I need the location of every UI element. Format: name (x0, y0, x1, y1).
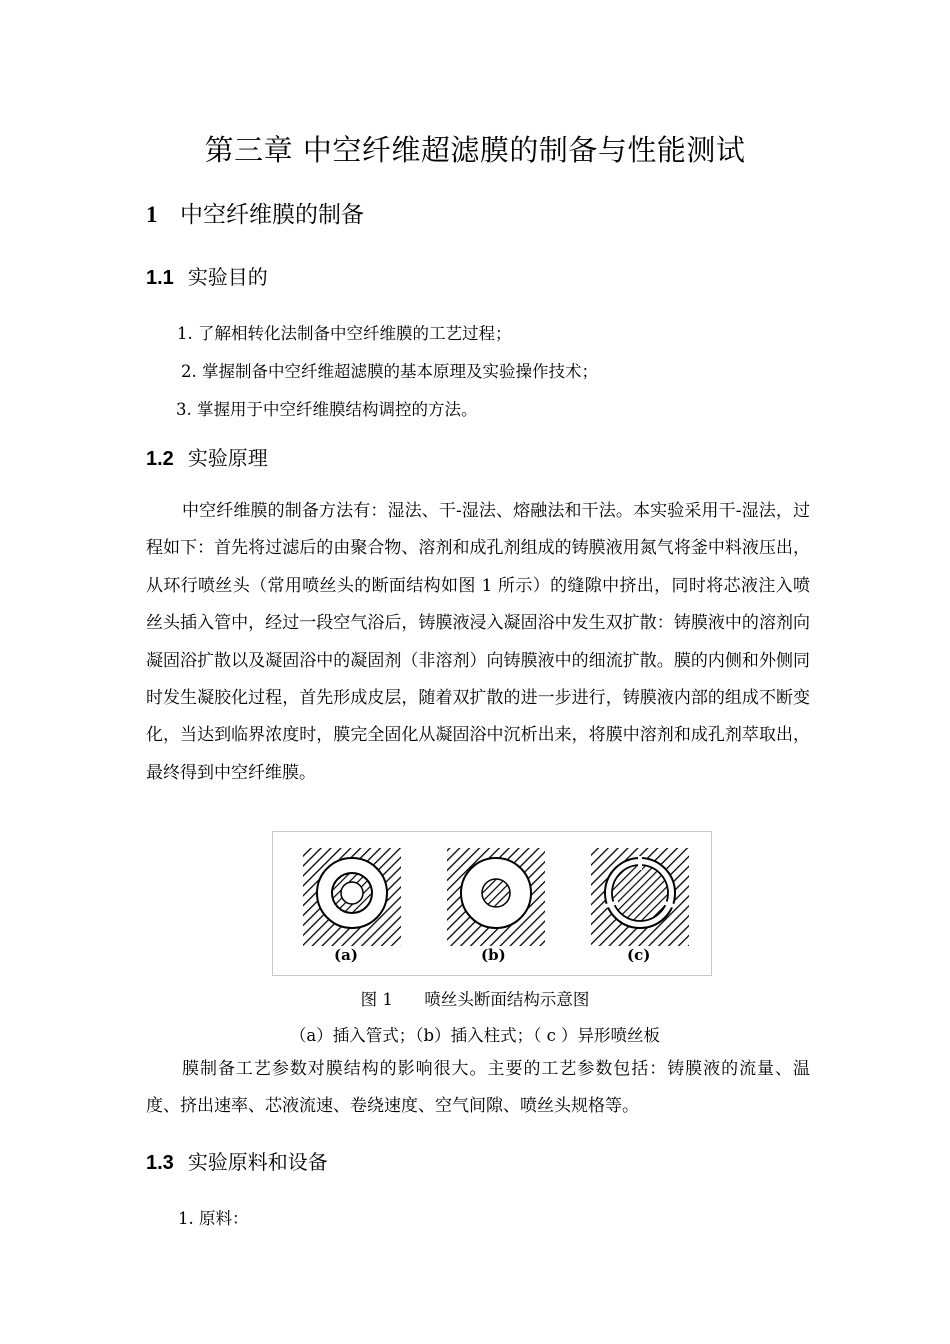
objective-item: 1. 了解相转化法制备中空纤维膜的工艺过程； (177, 324, 512, 343)
subsection-heading-1-3 (146, 1146, 328, 1175)
subsection-number: 1.3 (146, 1152, 174, 1174)
figure-label-b: (b) (481, 946, 506, 964)
spinneret-c (591, 848, 689, 946)
subsection-title: 实验原料和设备 (187, 1150, 328, 1174)
spinneret-a (303, 848, 401, 946)
objective-item: 2. 掌握制备中空纤维超滤膜的基本原理及实验操作技术； (181, 362, 598, 381)
subsection-title: 实验目的 (187, 265, 268, 289)
process-parameters-paragraph: 膜制备工艺参数对膜结构的影响很大。主要的工艺参数包括：铸膜液的流量、温度、挤出速率、芯液流速、卷绕速度、空气间隙、喷丝头规格等。 (146, 1059, 810, 1117)
principle-paragraph: 中空纤维膜的制备方法有：湿法、干-湿法、熔融法和干法。本实验采用干-湿法，过程如下：首先将过滤后的由聚合物、溶剂和成孔剂组成的铸膜液用氮气将釜中料液压出，从环行喷丝头（常用喷丝头的断面结构如图 1 所示）的缝隙中挤出，同时将芯液注入喷丝头插入管中，经过一段空气浴后，铸膜液浸入凝固浴中发生双扩散：铸膜液中的溶剂向凝固浴扩散以及凝固浴中的凝固剂（非溶剂）向铸膜液中的细流扩散。膜的内侧和外侧同时发生凝胶化过程，首先形成皮层，随着双扩散的进一步进行，铸膜液内部的组成不断变化，当达到临界浓度时，膜完全固化从凝固浴中沉析出来，将膜中溶剂和成孔剂萃取出，最终得到中空纤维膜。 (146, 501, 810, 783)
section-number: 1 (146, 202, 158, 227)
figure-subcaption: （a）插入管式；（b）插入柱式；（ c ）异形喷丝板 (289, 1026, 661, 1045)
section-title: 中空纤维膜的制备 (180, 202, 364, 228)
figure-caption: 图 1 喷丝头断面结构示意图 (360, 990, 590, 1009)
objective-item: 3. 掌握用于中空纤维膜结构调控的方法。 (176, 400, 478, 419)
figure-label-c: (c) (627, 946, 651, 964)
subsection-number: 1.2 (146, 448, 174, 470)
materials-item: 1. 原料： (178, 1209, 249, 1228)
subsection-title: 实验原理 (187, 446, 268, 470)
figure-label-a: (a) (334, 946, 358, 964)
spinneret-b (447, 848, 545, 946)
subsection-number: 1.1 (146, 267, 174, 289)
chapter-title: 第三章 中空纤维超滤膜的制备与性能测试 (204, 133, 746, 167)
